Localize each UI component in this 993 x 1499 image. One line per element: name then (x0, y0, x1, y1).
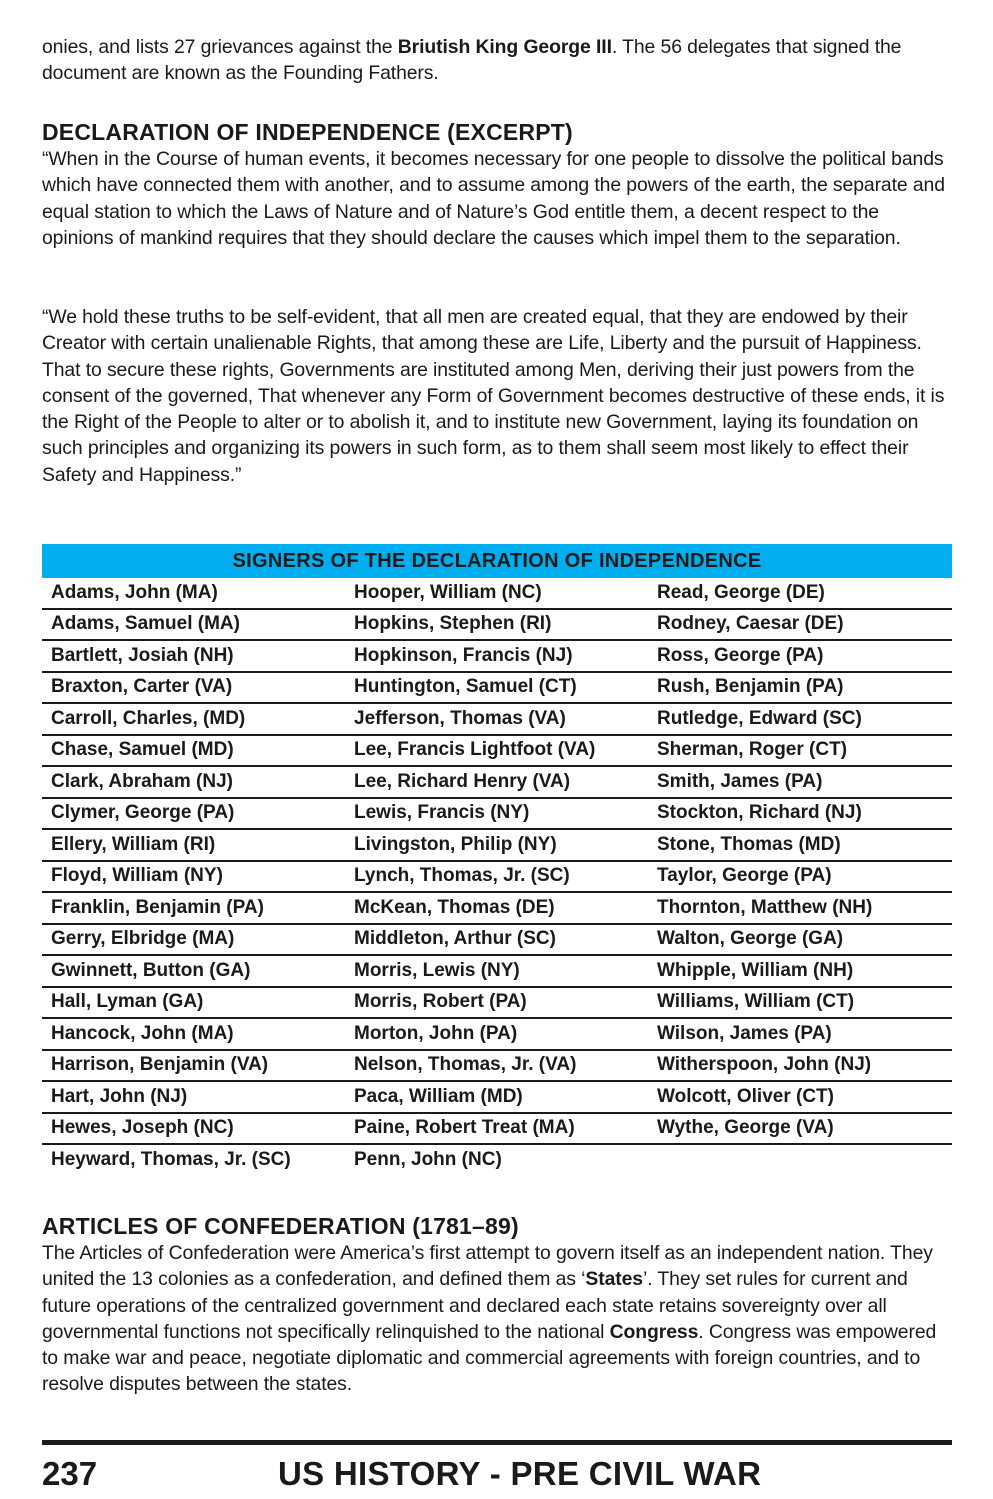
signer-cell: Ross, George (PA) (648, 640, 952, 672)
articles-text-3: . Congress was empowered to make war and peace, negotiate diplomatic and commercial agreements with foreign countries, and to resolve disputes between the states. (42, 1320, 937, 1396)
signer-cell: Thornton, Matthew (NH) (648, 892, 952, 924)
signer-cell: Middleton, Arthur (SC) (345, 924, 648, 956)
table-row (42, 766, 952, 798)
signer-cell: Hooper, William (NC) (345, 578, 648, 609)
declaration-paragraph-1: “When in the Course of human events, it becomes necessary for one people to dissolve the political bands which have connected them with another, and to assume among the powers of the earth, the separate and equal station to which the Laws of Nature and of Nature’s God entitle them, a decent respect to the opinions of mankind requires that they should declare the causes which impel them to the separation. (42, 148, 945, 249)
intro-bold-text: Briutish King George III (397, 36, 612, 58)
signer-cell: McKean, Thomas (DE) (345, 892, 648, 924)
table-row (42, 829, 952, 861)
signer-cell: Morris, Lewis (NY) (345, 955, 648, 987)
signer-cell: Smith, James (PA) (648, 766, 952, 798)
intro-text: onies, and lists 27 grievances against the (42, 36, 398, 58)
table-row (42, 1050, 952, 1082)
signer-cell: Gwinnett, Button (GA) (42, 955, 345, 987)
signer-cell: Paine, Robert Treat (MA) (345, 1113, 648, 1145)
articles-text-2: ’. They set rules for current and future operations of the centralized government and declared each state retains sovereignty over all governmental functions not specifically relinquished to the national (42, 1268, 908, 1343)
signer-cell: Williams, William (CT) (648, 987, 952, 1019)
signer-cell: Sherman, Roger (CT) (648, 735, 952, 767)
footer-divider (42, 1440, 952, 1445)
signer-cell: Ellery, William (RI) (42, 829, 345, 861)
signer-cell: Stone, Thomas (MD) (648, 829, 952, 861)
signer-cell: Penn, John (NC) (354, 1148, 502, 1170)
signer-cell: Morris, Robert (PA) (345, 987, 648, 1019)
declaration-paragraph-2: “We hold these truths to be self-evident, that all men are created equal, that they are endowed by their Creator with certain unalienable Rights, that among these are Life, Liberty and the pursuit of Happiness. That to secure these rights, Governments are instituted among Men, deriving their just powers from the consent of the governed, That whenever any Form of Government becomes destructive of these ends, it is the Right of the People to alter or to abolish it, and to institute new Government, laying its foundation on such principles and organizing its powers in such form, as to them shall seem most likely to effect their Safety and Happiness.” (42, 306, 945, 486)
table-row (42, 955, 952, 987)
articles-heading: ARTICLES OF CONFEDERATION (1781–89) (42, 1213, 519, 1239)
signer-cell: Bartlett, Josiah (NH) (42, 640, 345, 672)
signer-cell: Wythe, George (VA) (648, 1113, 952, 1145)
signer-cell: Walton, George (GA) (648, 924, 952, 956)
table-row (42, 640, 952, 672)
signer-cell: Lee, Francis Lightfoot (VA) (345, 735, 648, 767)
signer-cell: Clymer, George (PA) (42, 798, 345, 830)
signer-cell: Rutledge, Edward (SC) (648, 703, 952, 735)
signer-cell: Hancock, John (MA) (42, 1018, 345, 1050)
signer-cell: Stockton, Richard (NJ) (648, 798, 952, 830)
signer-cell: Livingston, Philip (NY) (345, 829, 648, 861)
signer-cell: Harrison, Benjamin (VA) (42, 1050, 345, 1082)
signer-cell: Gerry, Elbridge (MA) (42, 924, 345, 956)
table-row (42, 672, 952, 704)
signer-cell: Paca, William (MD) (345, 1081, 648, 1113)
table-row (42, 1018, 952, 1050)
table-row (42, 703, 952, 735)
page-number: 237 (42, 1455, 98, 1492)
table-row (42, 892, 952, 924)
declaration-heading: DECLARATION OF INDEPENDENCE (EXCERPT) (42, 119, 573, 145)
signer-cell: Franklin, Benjamin (PA) (42, 892, 345, 924)
signer-cell: Clark, Abraham (NJ) (42, 766, 345, 798)
signer-cell: Nelson, Thomas, Jr. (VA) (345, 1050, 648, 1082)
articles-bold-congress: Congress (609, 1320, 699, 1343)
signer-cell: Hewes, Joseph (NC) (42, 1113, 345, 1145)
signer-cell: Morton, John (PA) (345, 1018, 648, 1050)
signer-cell: Heyward, Thomas, Jr. (SC) (51, 1148, 291, 1170)
articles-text-1: The Articles of Confederation were America’s first attempt to govern itself as an independent nation. They united the 13 colonies as a confederation, and defined them as ‘ (42, 1242, 933, 1291)
signer-cell: Lee, Richard Henry (VA) (345, 766, 648, 798)
signer-cell: Read, George (DE) (648, 578, 952, 609)
signer-cell (648, 1144, 952, 1175)
signers-table (42, 544, 952, 1175)
table-row (42, 735, 952, 767)
signer-cell: Jefferson, Thomas (VA) (345, 703, 648, 735)
signer-cell: Rodney, Caesar (DE) (648, 609, 952, 641)
signer-cell: Wolcott, Oliver (CT) (648, 1081, 952, 1113)
table-row (42, 987, 952, 1019)
table-row (42, 924, 952, 956)
signer-cell: Braxton, Carter (VA) (42, 672, 345, 704)
signer-cell: Adams, Samuel (MA) (42, 609, 345, 641)
table-row (42, 1081, 952, 1113)
signer-cell: Rush, Benjamin (PA) (648, 672, 952, 704)
articles-paragraph (42, 1240, 952, 1398)
intro-text-end: . The 56 delegates that signed the document are known as the Founding Fathers. (42, 36, 902, 85)
signer-cell: Witherspoon, John (NJ) (648, 1050, 952, 1082)
signer-cell: Huntington, Samuel (CT) (345, 672, 648, 704)
signer-cell: Hopkins, Stephen (RI) (345, 609, 648, 641)
signer-cell: Hopkinson, Francis (NJ) (345, 640, 648, 672)
signers-table-body (42, 578, 952, 1175)
signer-cell: Hall, Lyman (GA) (42, 987, 345, 1019)
footer-title: US HISTORY - PRE CIVIL WAR (278, 1455, 762, 1492)
signer-cell: Taylor, George (PA) (648, 861, 952, 893)
intro-paragraph (42, 34, 952, 87)
signer-cell: Hart, John (NJ) (42, 1081, 345, 1113)
signer-cell: Carroll, Charles, (MD) (42, 703, 345, 735)
articles-bold-states: States (585, 1268, 643, 1291)
table-row (42, 861, 952, 893)
signer-cell: Whipple, William (NH) (648, 955, 952, 987)
signer-cell: Lewis, Francis (NY) (345, 798, 648, 830)
signers-table-title: SIGNERS OF THE DECLARATION OF INDEPENDENCE (42, 544, 952, 578)
signer-cell: Lynch, Thomas, Jr. (SC) (345, 861, 648, 893)
signer-cell: Adams, John (MA) (42, 578, 345, 609)
table-row (42, 609, 952, 641)
table-row (42, 578, 952, 609)
signer-cell: Wilson, James (PA) (648, 1018, 952, 1050)
table-row (42, 798, 952, 830)
signers-grid (42, 578, 952, 1175)
table-row (42, 1113, 952, 1145)
signer-cell: Floyd, William (NY) (42, 861, 345, 893)
signer-cell: Chase, Samuel (MD) (42, 735, 345, 767)
table-row (42, 1144, 952, 1175)
